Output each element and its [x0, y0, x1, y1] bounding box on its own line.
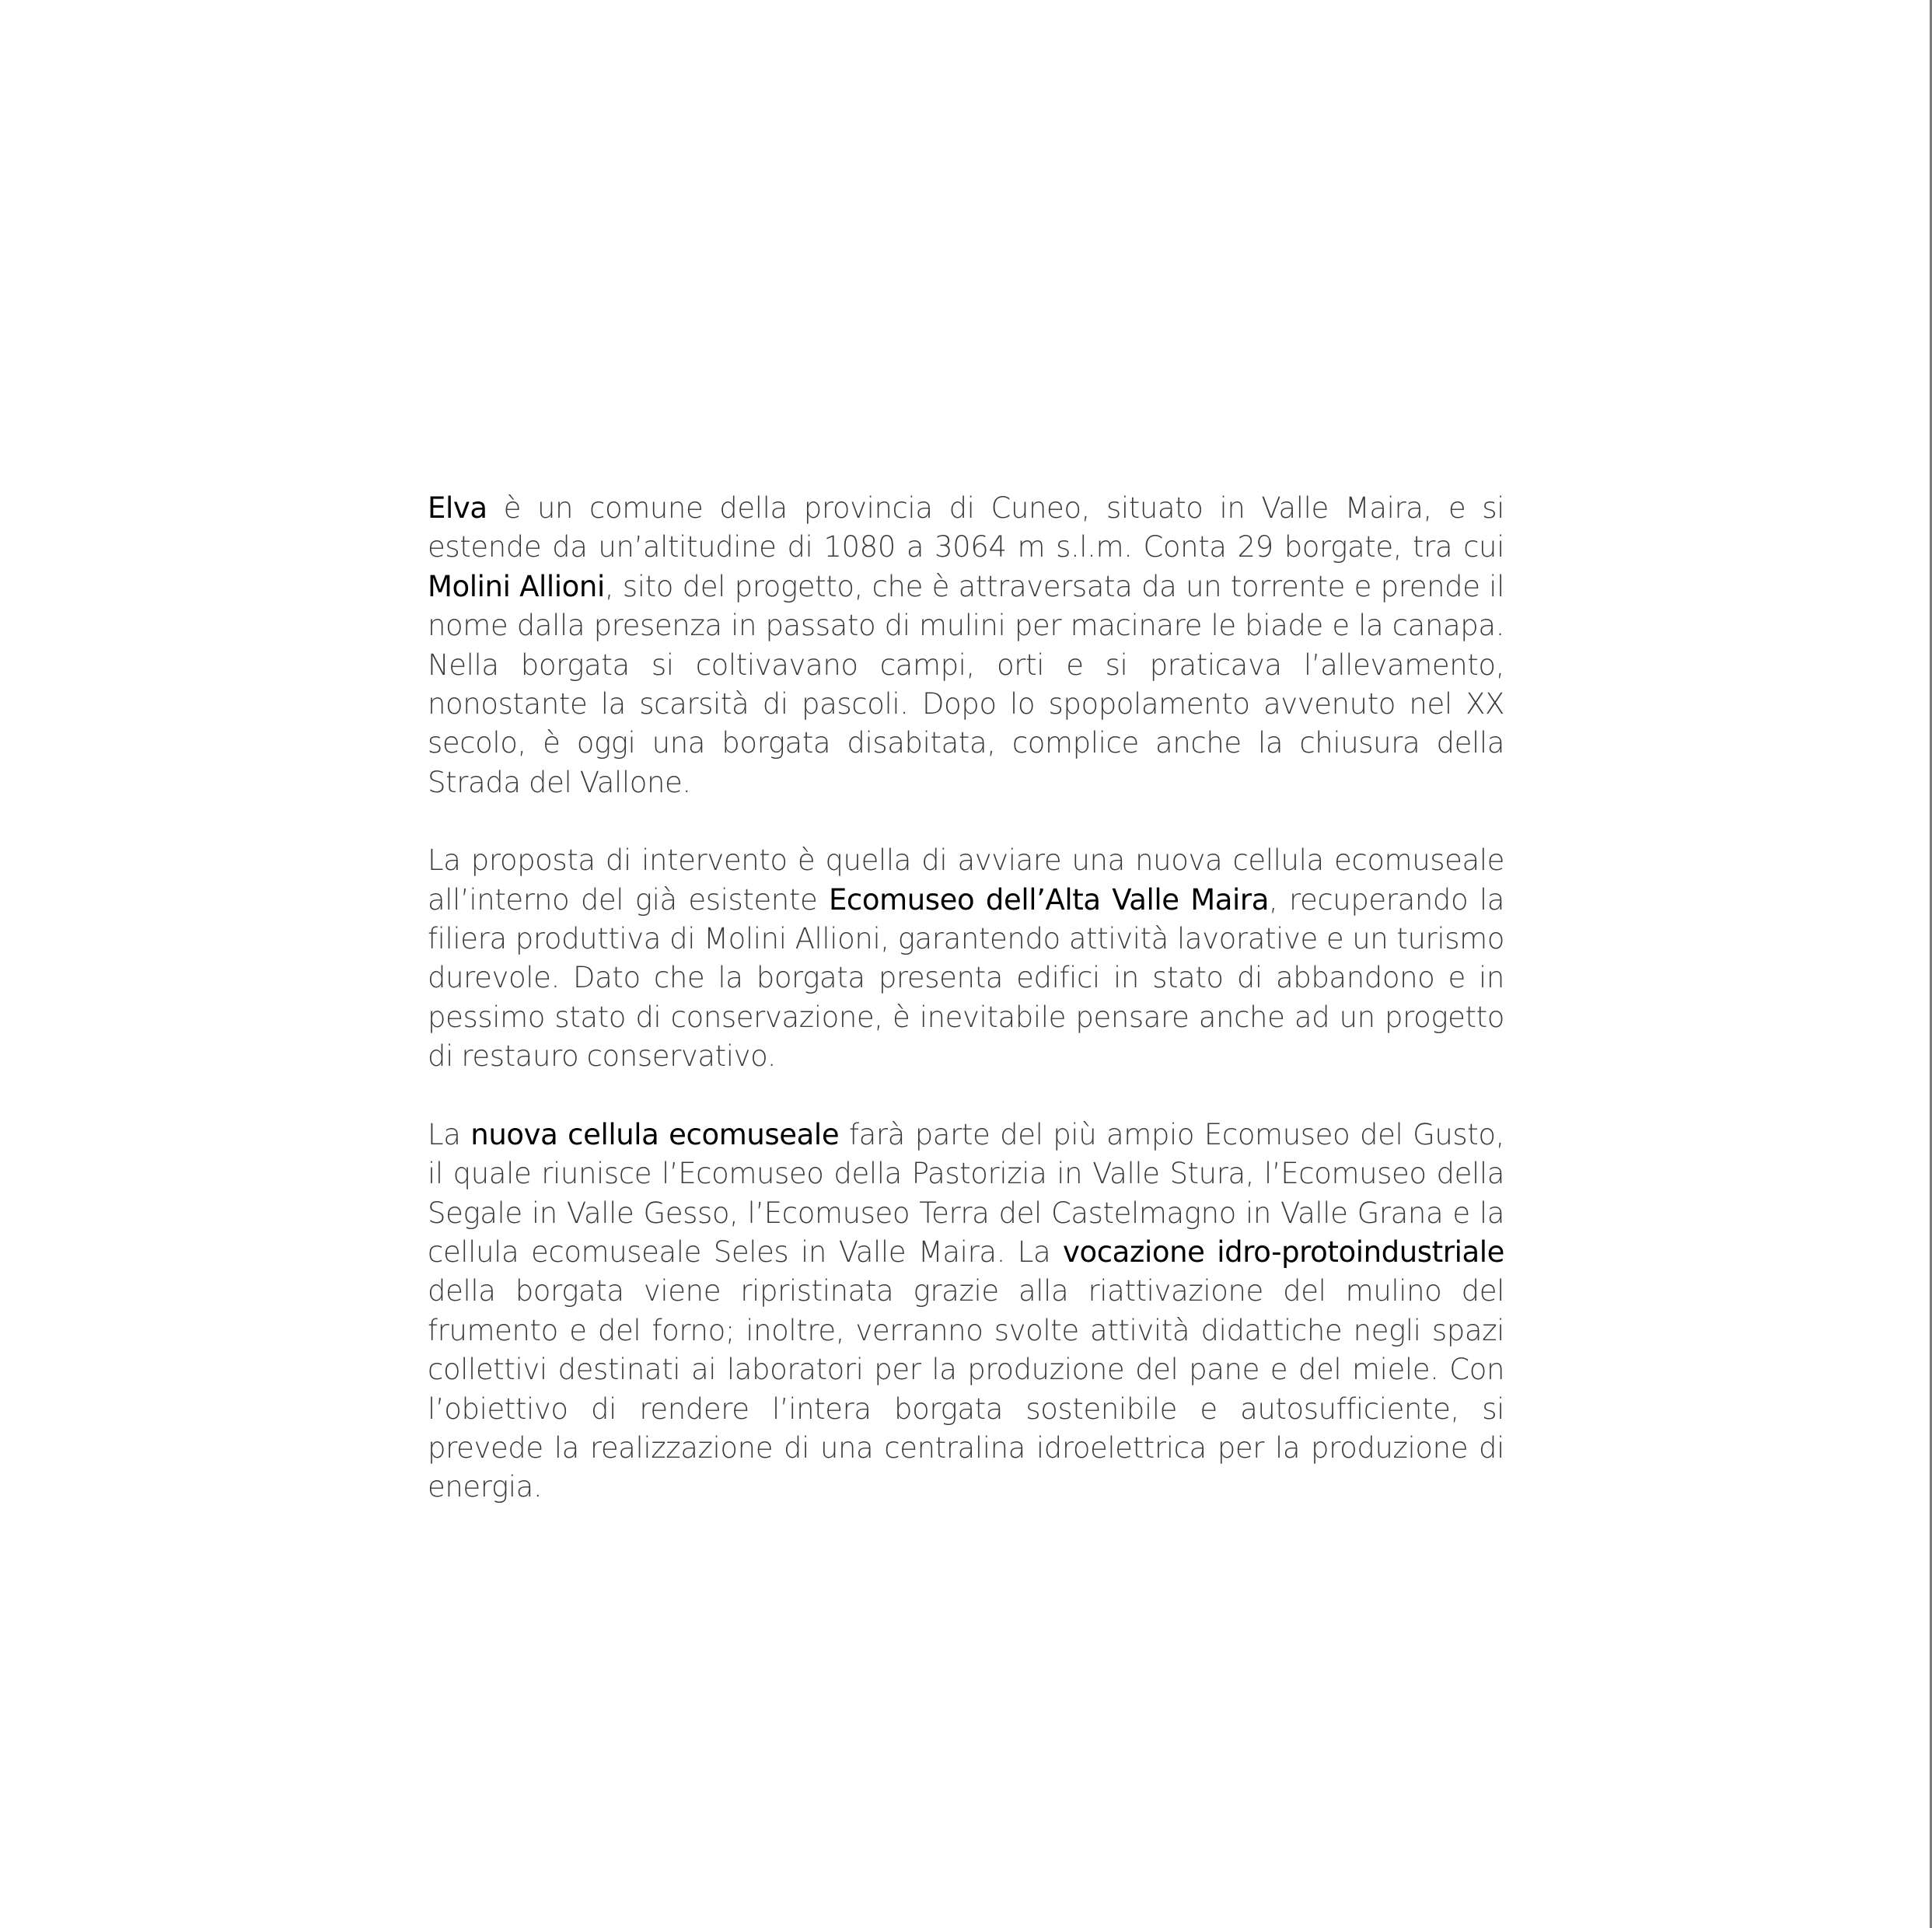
text-segment: farà parte del più ampio Ecomuseo del Gusto, il quale riunisce l’Ecomuseo della Pastorizia in Valle Stura, l’Ecomuseo della Segale in Valle Gesso, l’Ecomuseo Terra del Castelmagno in Valle Grana e la cellula ecomuseale Seles in Valle Maira. La: [428, 1117, 1505, 1269]
text-segment: La: [428, 1117, 471, 1151]
text-segment: della borgata viene ripristinata grazie alla riattivazione del mulino del frumento e del forno; inoltre, verranno svolte attività didattiche negli spazi collettivi destinati ai laboratori per la produzione del pane e del miele. Con l’obiettivo di rendere l’intera borgata sostenibile e autosufficiente, si prevede la realizzazione di una centralina idroelettrica per la produzione di energia.: [428, 1274, 1504, 1504]
text-segment: , recuperando la filiera produttiva di Molini Allioni, garantendo attività lavorative e un turismo durevole. Dato che la borgata presenta edifici in stato di abbandono e in pessimo stato di conservazione, è inevitabile pensare anche ad un progetto di restauro conservativo.: [428, 882, 1504, 1074]
paragraph-elva: [428, 489, 1504, 802]
text-segment: , sito del progetto, che è attraversata da un torrente e prende il nome dalla presenza in passato di mulini per macinare le biade e la canapa. Nella borgata si coltivavano campi, orti e si praticava l’allevamento, nonostante la scarsità di pascoli. Dopo lo spopolamento avvenuto nel XX secolo, è oggi una borgata disabitata, complice anche la chiusura della Strada del Vallone.: [428, 569, 1505, 799]
highlight-term: nuova cellula ecomuseale: [470, 1117, 840, 1151]
text-segment: è un comune della provincia di Cuneo, situato in Valle Maira, e si estende da un’altitudine di 1080 a 3064 m s.l.m. Conta 29 borgate, tra cui: [428, 491, 1504, 564]
highlight-term: vocazione idro-protoindustriale: [1062, 1235, 1504, 1269]
highlight-term: Elva: [428, 491, 487, 525]
text-segment: La proposta di intervento è quella di avviare una nuova cellula ecomuseale all’interno del già esistente: [428, 844, 1504, 917]
body-text: [428, 489, 1504, 1546]
paragraph-proposta: [428, 841, 1504, 1076]
highlight-term: Ecomuseo dell’Alta Valle Maira: [828, 882, 1270, 917]
paragraph-cellula: [428, 1116, 1504, 1507]
highlight-term: Molini Allioni: [428, 569, 605, 603]
